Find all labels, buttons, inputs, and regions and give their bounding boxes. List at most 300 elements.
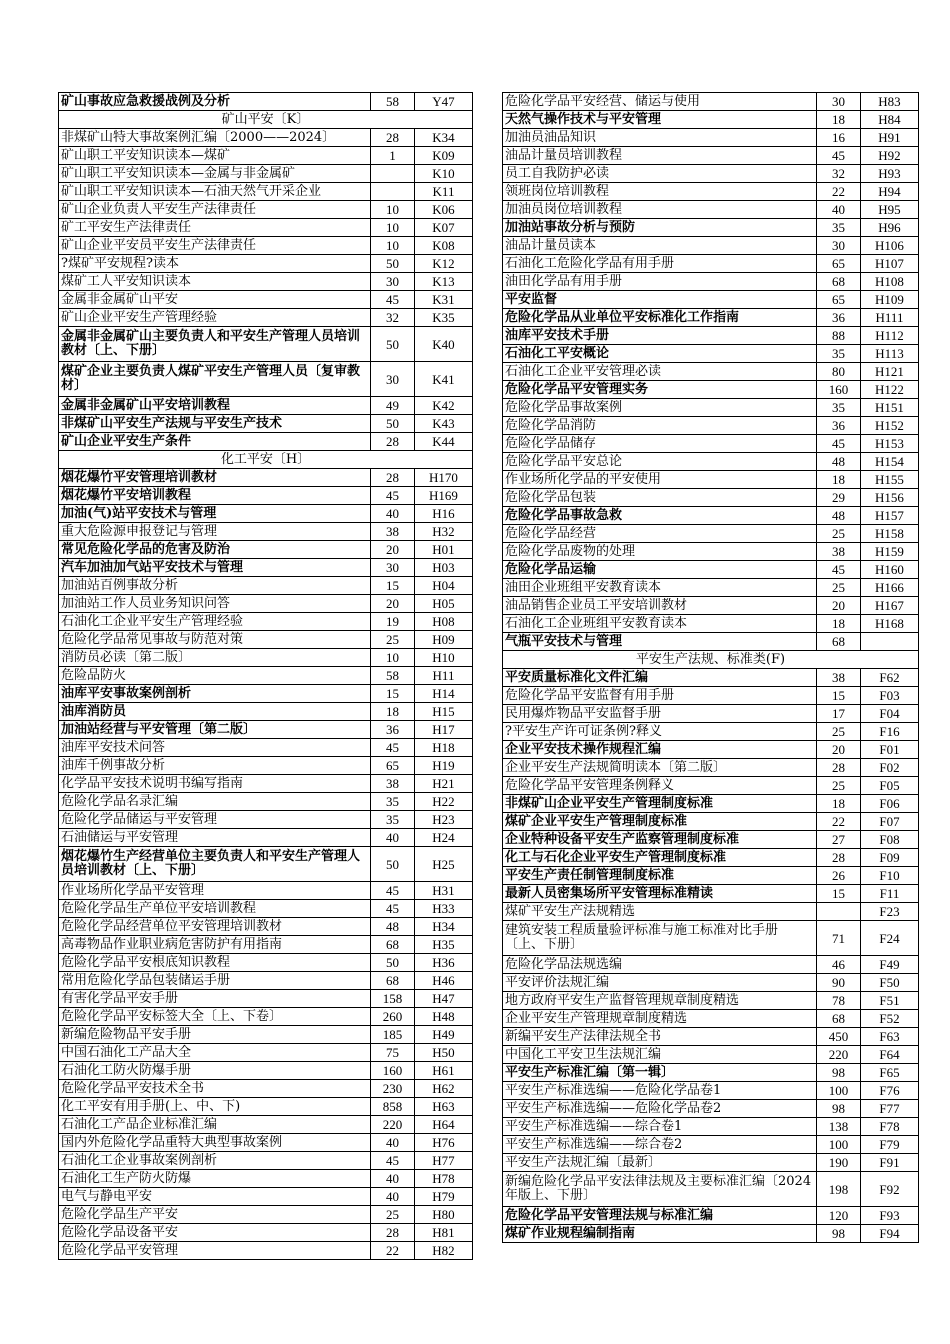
book-row bbox=[503, 956, 919, 974]
book-price: 98 bbox=[817, 1100, 861, 1118]
book-row bbox=[59, 93, 473, 111]
book-title: 石油化工企业事故案例剖析 bbox=[59, 1152, 371, 1170]
book-row bbox=[503, 831, 919, 849]
book-code: H84 bbox=[861, 111, 919, 129]
book-code: H77 bbox=[415, 1152, 473, 1170]
book-row bbox=[59, 667, 473, 685]
book-price bbox=[371, 165, 415, 183]
book-title: 石油储运与平安管理 bbox=[59, 829, 371, 847]
book-code: H151 bbox=[861, 399, 919, 417]
book-code: H48 bbox=[415, 1008, 473, 1026]
book-code: H93 bbox=[861, 165, 919, 183]
book-title: 油品计量员读本 bbox=[503, 237, 817, 255]
book-row bbox=[59, 273, 473, 291]
book-row bbox=[503, 795, 919, 813]
book-price: 20 bbox=[817, 741, 861, 759]
book-price: 68 bbox=[371, 972, 415, 990]
book-price: 68 bbox=[817, 633, 861, 651]
book-row bbox=[59, 433, 473, 451]
book-row bbox=[59, 1044, 473, 1062]
book-title: 新编危险物品平安手册 bbox=[59, 1026, 371, 1044]
book-price: 30 bbox=[371, 559, 415, 577]
book-code: H160 bbox=[861, 561, 919, 579]
book-price: 18 bbox=[371, 703, 415, 721]
book-title: 化工平安有用手册(上、中、下) bbox=[59, 1098, 371, 1116]
book-row bbox=[503, 1225, 919, 1243]
book-title: 金属非金属矿山平安培训教程 bbox=[59, 397, 371, 415]
book-title: 煤矿工人平安知识读本 bbox=[59, 273, 371, 291]
book-row bbox=[503, 633, 919, 651]
book-row bbox=[503, 255, 919, 273]
book-title: 平安生产标准选编——危险化学品卷1 bbox=[503, 1082, 817, 1100]
book-price: 48 bbox=[817, 453, 861, 471]
book-row bbox=[59, 523, 473, 541]
section-title: 矿山平安〔K〕 bbox=[59, 111, 473, 129]
book-code: H155 bbox=[861, 471, 919, 489]
book-code: H121 bbox=[861, 363, 919, 381]
book-row bbox=[59, 291, 473, 309]
book-code: H96 bbox=[861, 219, 919, 237]
book-title: 危险化学品平安管理法规与标准汇编 bbox=[503, 1207, 817, 1225]
book-code: F16 bbox=[861, 723, 919, 741]
book-row bbox=[503, 201, 919, 219]
book-code: K43 bbox=[415, 415, 473, 433]
book-title: 烟花爆竹生产经营单位主要负责人和平安生产管理人员培训教材〔上、下册〕 bbox=[59, 847, 371, 882]
book-title: 石油化工企业班组平安教育读本 bbox=[503, 615, 817, 633]
book-row bbox=[59, 327, 473, 362]
book-code: H156 bbox=[861, 489, 919, 507]
book-code: H46 bbox=[415, 972, 473, 990]
book-row bbox=[59, 397, 473, 415]
book-title: 危险化学品平安总论 bbox=[503, 453, 817, 471]
book-title: 矿山企业平安生产条件 bbox=[59, 433, 371, 451]
book-price: 260 bbox=[371, 1008, 415, 1026]
book-title: 平安监督 bbox=[503, 291, 817, 309]
book-row bbox=[503, 992, 919, 1010]
book-row bbox=[59, 559, 473, 577]
book-price: 10 bbox=[371, 201, 415, 219]
book-price: 40 bbox=[371, 829, 415, 847]
book-code: F50 bbox=[861, 974, 919, 992]
book-code: F64 bbox=[861, 1046, 919, 1064]
book-price: 30 bbox=[817, 237, 861, 255]
book-price: 48 bbox=[817, 507, 861, 525]
book-row bbox=[59, 255, 473, 273]
book-row bbox=[503, 525, 919, 543]
book-code: F04 bbox=[861, 705, 919, 723]
book-price: 80 bbox=[817, 363, 861, 381]
book-row bbox=[503, 1172, 919, 1207]
book-row bbox=[503, 903, 919, 921]
book-code: H166 bbox=[861, 579, 919, 597]
book-title: 加油(气)站平安技术与管理 bbox=[59, 505, 371, 523]
book-row bbox=[503, 471, 919, 489]
book-code: H15 bbox=[415, 703, 473, 721]
book-code: F51 bbox=[861, 992, 919, 1010]
book-title: 油库消防员 bbox=[59, 703, 371, 721]
book-title: 烟花爆竹平安培训教程 bbox=[59, 487, 371, 505]
book-title: 危险化学品运输 bbox=[503, 561, 817, 579]
book-price: 90 bbox=[817, 974, 861, 992]
book-code: H17 bbox=[415, 721, 473, 739]
book-code: H32 bbox=[415, 523, 473, 541]
book-price: 18 bbox=[817, 615, 861, 633]
book-title: 危险品防火 bbox=[59, 667, 371, 685]
book-price: 25 bbox=[817, 777, 861, 795]
book-title: 非煤矿山企业平安生产管理制度标准 bbox=[503, 795, 817, 813]
book-row bbox=[59, 469, 473, 487]
book-row bbox=[503, 867, 919, 885]
book-code: H24 bbox=[415, 829, 473, 847]
book-price: 65 bbox=[817, 291, 861, 309]
book-price: 30 bbox=[817, 93, 861, 111]
book-price: 160 bbox=[817, 381, 861, 399]
book-code: H35 bbox=[415, 936, 473, 954]
book-title: 作业场所化学品平安管理 bbox=[59, 882, 371, 900]
book-row bbox=[503, 381, 919, 399]
book-price: 100 bbox=[817, 1082, 861, 1100]
book-title: 新编平安生产法律法规全书 bbox=[503, 1028, 817, 1046]
book-row bbox=[503, 327, 919, 345]
book-row bbox=[503, 597, 919, 615]
book-row bbox=[503, 363, 919, 381]
book-row bbox=[503, 543, 919, 561]
book-price: 22 bbox=[817, 813, 861, 831]
book-code: K08 bbox=[415, 237, 473, 255]
section-title: 化工平安〔H〕 bbox=[59, 451, 473, 469]
book-code: H167 bbox=[861, 597, 919, 615]
book-code: H83 bbox=[861, 93, 919, 111]
book-title: 加油站事故分析与预防 bbox=[503, 219, 817, 237]
book-price: 28 bbox=[817, 849, 861, 867]
book-title: 矿山企业平安员平安生产法律责任 bbox=[59, 237, 371, 255]
book-row bbox=[503, 615, 919, 633]
book-row bbox=[59, 811, 473, 829]
book-row bbox=[59, 972, 473, 990]
book-row bbox=[59, 183, 473, 201]
book-row bbox=[59, 1170, 473, 1188]
book-title: 员工自我防护必读 bbox=[503, 165, 817, 183]
book-code: H05 bbox=[415, 595, 473, 613]
book-price: 50 bbox=[371, 415, 415, 433]
book-row bbox=[503, 399, 919, 417]
book-row bbox=[503, 345, 919, 363]
book-row bbox=[59, 487, 473, 505]
book-code: H18 bbox=[415, 739, 473, 757]
book-row bbox=[503, 1046, 919, 1064]
book-row bbox=[59, 775, 473, 793]
book-price: 38 bbox=[817, 669, 861, 687]
book-price: 68 bbox=[817, 1010, 861, 1028]
book-price: 50 bbox=[371, 327, 415, 362]
section-header-row bbox=[59, 451, 473, 469]
book-price bbox=[817, 903, 861, 921]
book-title: 中国石油化工产品大全 bbox=[59, 1044, 371, 1062]
book-price: 40 bbox=[817, 201, 861, 219]
book-title: 危险化学品名录汇编 bbox=[59, 793, 371, 811]
book-code: F03 bbox=[861, 687, 919, 705]
book-row bbox=[59, 1224, 473, 1242]
book-title: 煤矿企业平安生产管理制度标准 bbox=[503, 813, 817, 831]
book-row bbox=[503, 1028, 919, 1046]
book-title: ?煤矿平安规程?读本 bbox=[59, 255, 371, 273]
book-code: K31 bbox=[415, 291, 473, 309]
book-row bbox=[59, 1242, 473, 1260]
book-code: H122 bbox=[861, 381, 919, 399]
book-row bbox=[503, 1136, 919, 1154]
book-title: 平安生产责任制管理制度标准 bbox=[503, 867, 817, 885]
book-price: 48 bbox=[371, 918, 415, 936]
book-row bbox=[503, 885, 919, 903]
book-row bbox=[59, 1062, 473, 1080]
book-row bbox=[59, 990, 473, 1008]
book-code: K34 bbox=[415, 129, 473, 147]
book-code: H47 bbox=[415, 990, 473, 1008]
book-row bbox=[503, 237, 919, 255]
book-code: H76 bbox=[415, 1134, 473, 1152]
book-title: 消防员必读〔第二版〕 bbox=[59, 649, 371, 667]
book-row bbox=[503, 669, 919, 687]
book-code: Y47 bbox=[415, 93, 473, 111]
book-code: F09 bbox=[861, 849, 919, 867]
book-title: 石油化工平安概论 bbox=[503, 345, 817, 363]
book-row bbox=[59, 1188, 473, 1206]
book-price: 71 bbox=[817, 921, 861, 956]
book-row bbox=[59, 936, 473, 954]
book-code: F23 bbox=[861, 903, 919, 921]
book-code: H80 bbox=[415, 1206, 473, 1224]
book-code: F01 bbox=[861, 741, 919, 759]
book-code: K11 bbox=[415, 183, 473, 201]
book-title: 烟花爆竹平安管理培训教材 bbox=[59, 469, 371, 487]
book-row bbox=[503, 777, 919, 795]
book-price: 35 bbox=[371, 793, 415, 811]
book-title: 地方政府平安生产监督管理规章制度精选 bbox=[503, 992, 817, 1010]
book-price: 35 bbox=[817, 399, 861, 417]
book-title: 危险化学品消防 bbox=[503, 417, 817, 435]
book-row bbox=[503, 741, 919, 759]
book-price: 38 bbox=[817, 543, 861, 561]
book-title: ?平安生产许可证条例?释义 bbox=[503, 723, 817, 741]
book-row bbox=[503, 561, 919, 579]
book-row bbox=[503, 147, 919, 165]
book-price: 36 bbox=[371, 721, 415, 739]
book-title: 油田化学品有用手册 bbox=[503, 273, 817, 291]
book-title: 民用爆炸物品平安监督手册 bbox=[503, 705, 817, 723]
book-code: K10 bbox=[415, 165, 473, 183]
book-title: 危险化学品事故案例 bbox=[503, 399, 817, 417]
book-code: H170 bbox=[415, 469, 473, 487]
book-title: 平安生产标准选编——综合卷1 bbox=[503, 1118, 817, 1136]
book-code: H79 bbox=[415, 1188, 473, 1206]
book-price: 26 bbox=[817, 867, 861, 885]
book-title: 非煤矿山特大事故案例汇编〔2000——2024〕 bbox=[59, 129, 371, 147]
book-code: H08 bbox=[415, 613, 473, 631]
book-price: 68 bbox=[371, 936, 415, 954]
book-price: 35 bbox=[371, 811, 415, 829]
book-price: 18 bbox=[817, 471, 861, 489]
book-price: 32 bbox=[817, 165, 861, 183]
book-title: 危险化学品平安监督有用手册 bbox=[503, 687, 817, 705]
book-code: H82 bbox=[415, 1242, 473, 1260]
book-row bbox=[503, 1010, 919, 1028]
book-title: 危险化学品废物的处理 bbox=[503, 543, 817, 561]
section-title: 平安生产法规、标准类(F) bbox=[503, 651, 919, 669]
book-title: 金属非金属矿山平安 bbox=[59, 291, 371, 309]
book-title: 石油化工企业平安生产管理经验 bbox=[59, 613, 371, 631]
book-price: 30 bbox=[371, 273, 415, 291]
book-code: H33 bbox=[415, 900, 473, 918]
book-row bbox=[503, 579, 919, 597]
book-price: 40 bbox=[371, 505, 415, 523]
book-title: 非煤矿山平安生产法规与平安生产技术 bbox=[59, 415, 371, 433]
book-price: 49 bbox=[371, 397, 415, 415]
book-code: F07 bbox=[861, 813, 919, 831]
book-row bbox=[59, 703, 473, 721]
book-title: 油库千例事故分析 bbox=[59, 757, 371, 775]
book-title: 危险化学品平安技术全书 bbox=[59, 1080, 371, 1098]
book-price: 46 bbox=[817, 956, 861, 974]
book-row bbox=[503, 93, 919, 111]
book-row bbox=[59, 918, 473, 936]
book-code bbox=[861, 633, 919, 651]
book-price: 15 bbox=[817, 885, 861, 903]
book-price: 28 bbox=[371, 433, 415, 451]
book-price: 158 bbox=[371, 990, 415, 1008]
book-row bbox=[59, 147, 473, 165]
book-code: H159 bbox=[861, 543, 919, 561]
book-price: 22 bbox=[371, 1242, 415, 1260]
book-title: 危险化学品储运与平安管理 bbox=[59, 811, 371, 829]
book-title: 矿工平安生产法律责任 bbox=[59, 219, 371, 237]
book-row bbox=[59, 1098, 473, 1116]
book-code: F10 bbox=[861, 867, 919, 885]
book-code: H25 bbox=[415, 847, 473, 882]
book-price: 10 bbox=[371, 219, 415, 237]
book-price: 29 bbox=[817, 489, 861, 507]
book-price: 50 bbox=[371, 847, 415, 882]
book-title: 石油化工生产防火防爆 bbox=[59, 1170, 371, 1188]
book-row bbox=[503, 1082, 919, 1100]
book-code: F77 bbox=[861, 1100, 919, 1118]
book-price: 120 bbox=[817, 1207, 861, 1225]
book-row bbox=[59, 541, 473, 559]
book-row bbox=[59, 954, 473, 972]
book-row bbox=[59, 1080, 473, 1098]
book-code: H62 bbox=[415, 1080, 473, 1098]
book-price: 25 bbox=[817, 723, 861, 741]
book-price: 198 bbox=[817, 1172, 861, 1207]
book-title: 平安质量标准化文件汇编 bbox=[503, 669, 817, 687]
book-price: 75 bbox=[371, 1044, 415, 1062]
book-title: 加油站经营与平安管理〔第二版〕 bbox=[59, 721, 371, 739]
book-price: 68 bbox=[817, 273, 861, 291]
book-code: F93 bbox=[861, 1207, 919, 1225]
book-title: 危险化学品设备平安 bbox=[59, 1224, 371, 1242]
book-row bbox=[59, 577, 473, 595]
book-price bbox=[371, 183, 415, 201]
book-title: 高毒物品作业职业病危害防护有用指南 bbox=[59, 936, 371, 954]
book-title: 电气与静电平安 bbox=[59, 1188, 371, 1206]
book-row bbox=[59, 900, 473, 918]
book-row bbox=[503, 723, 919, 741]
book-price: 220 bbox=[817, 1046, 861, 1064]
book-row bbox=[59, 1152, 473, 1170]
book-row bbox=[503, 687, 919, 705]
book-code: K06 bbox=[415, 201, 473, 219]
book-title: 油库平安事故案例剖析 bbox=[59, 685, 371, 703]
book-row bbox=[59, 793, 473, 811]
book-price: 190 bbox=[817, 1154, 861, 1172]
book-price: 40 bbox=[371, 1134, 415, 1152]
book-title: 危险化学品常见事故与防范对策 bbox=[59, 631, 371, 649]
book-code: H92 bbox=[861, 147, 919, 165]
book-price: 100 bbox=[817, 1136, 861, 1154]
book-row bbox=[503, 489, 919, 507]
book-row bbox=[59, 237, 473, 255]
book-price: 58 bbox=[371, 667, 415, 685]
book-price: 35 bbox=[817, 219, 861, 237]
book-title: 重大危险源申报登记与管理 bbox=[59, 523, 371, 541]
book-row bbox=[503, 921, 919, 956]
book-title: 平安评价法规汇编 bbox=[503, 974, 817, 992]
book-code: F02 bbox=[861, 759, 919, 777]
book-title: 加油员油品知识 bbox=[503, 129, 817, 147]
book-row bbox=[59, 1116, 473, 1134]
book-row bbox=[59, 595, 473, 613]
book-row bbox=[59, 757, 473, 775]
book-price: 45 bbox=[371, 487, 415, 505]
book-code: F78 bbox=[861, 1118, 919, 1136]
book-row bbox=[59, 829, 473, 847]
book-code: F92 bbox=[861, 1172, 919, 1207]
book-price: 38 bbox=[371, 523, 415, 541]
book-code: H78 bbox=[415, 1170, 473, 1188]
book-code: H152 bbox=[861, 417, 919, 435]
left-catalog-table bbox=[58, 92, 473, 1260]
book-code: H09 bbox=[415, 631, 473, 649]
book-title: 汽车加油加气站平安技术与管理 bbox=[59, 559, 371, 577]
book-price: 20 bbox=[817, 597, 861, 615]
book-title: 企业平安生产法规简明读本〔第二版〕 bbox=[503, 759, 817, 777]
book-price: 36 bbox=[817, 417, 861, 435]
book-title: 领班岗位培训教程 bbox=[503, 183, 817, 201]
book-title: 危险化学品经营 bbox=[503, 525, 817, 543]
book-title: 油库平安技术手册 bbox=[503, 327, 817, 345]
book-title: 煤矿平安生产法规精选 bbox=[503, 903, 817, 921]
book-title: 金属非金属矿山主要负责人和平安生产管理人员培训教材〔上、下册〕 bbox=[59, 327, 371, 362]
book-row bbox=[503, 507, 919, 525]
book-code: F06 bbox=[861, 795, 919, 813]
book-price: 20 bbox=[371, 595, 415, 613]
book-price: 19 bbox=[371, 613, 415, 631]
book-code: H112 bbox=[861, 327, 919, 345]
book-price: 58 bbox=[371, 93, 415, 111]
book-code: H19 bbox=[415, 757, 473, 775]
book-title: 矿山职工平安知识读本—煤矿 bbox=[59, 147, 371, 165]
book-code: K41 bbox=[415, 362, 473, 397]
book-code: H94 bbox=[861, 183, 919, 201]
book-title: 矿山职工平安知识读本—石油天然气开采企业 bbox=[59, 183, 371, 201]
book-price: 18 bbox=[817, 111, 861, 129]
book-price: 45 bbox=[371, 739, 415, 757]
book-code: H49 bbox=[415, 1026, 473, 1044]
book-title: 企业特种设备平安生产监察管理制度标准 bbox=[503, 831, 817, 849]
book-title: 煤矿作业规程编制指南 bbox=[503, 1225, 817, 1243]
book-code: K13 bbox=[415, 273, 473, 291]
book-price: 88 bbox=[817, 327, 861, 345]
book-price: 28 bbox=[371, 129, 415, 147]
